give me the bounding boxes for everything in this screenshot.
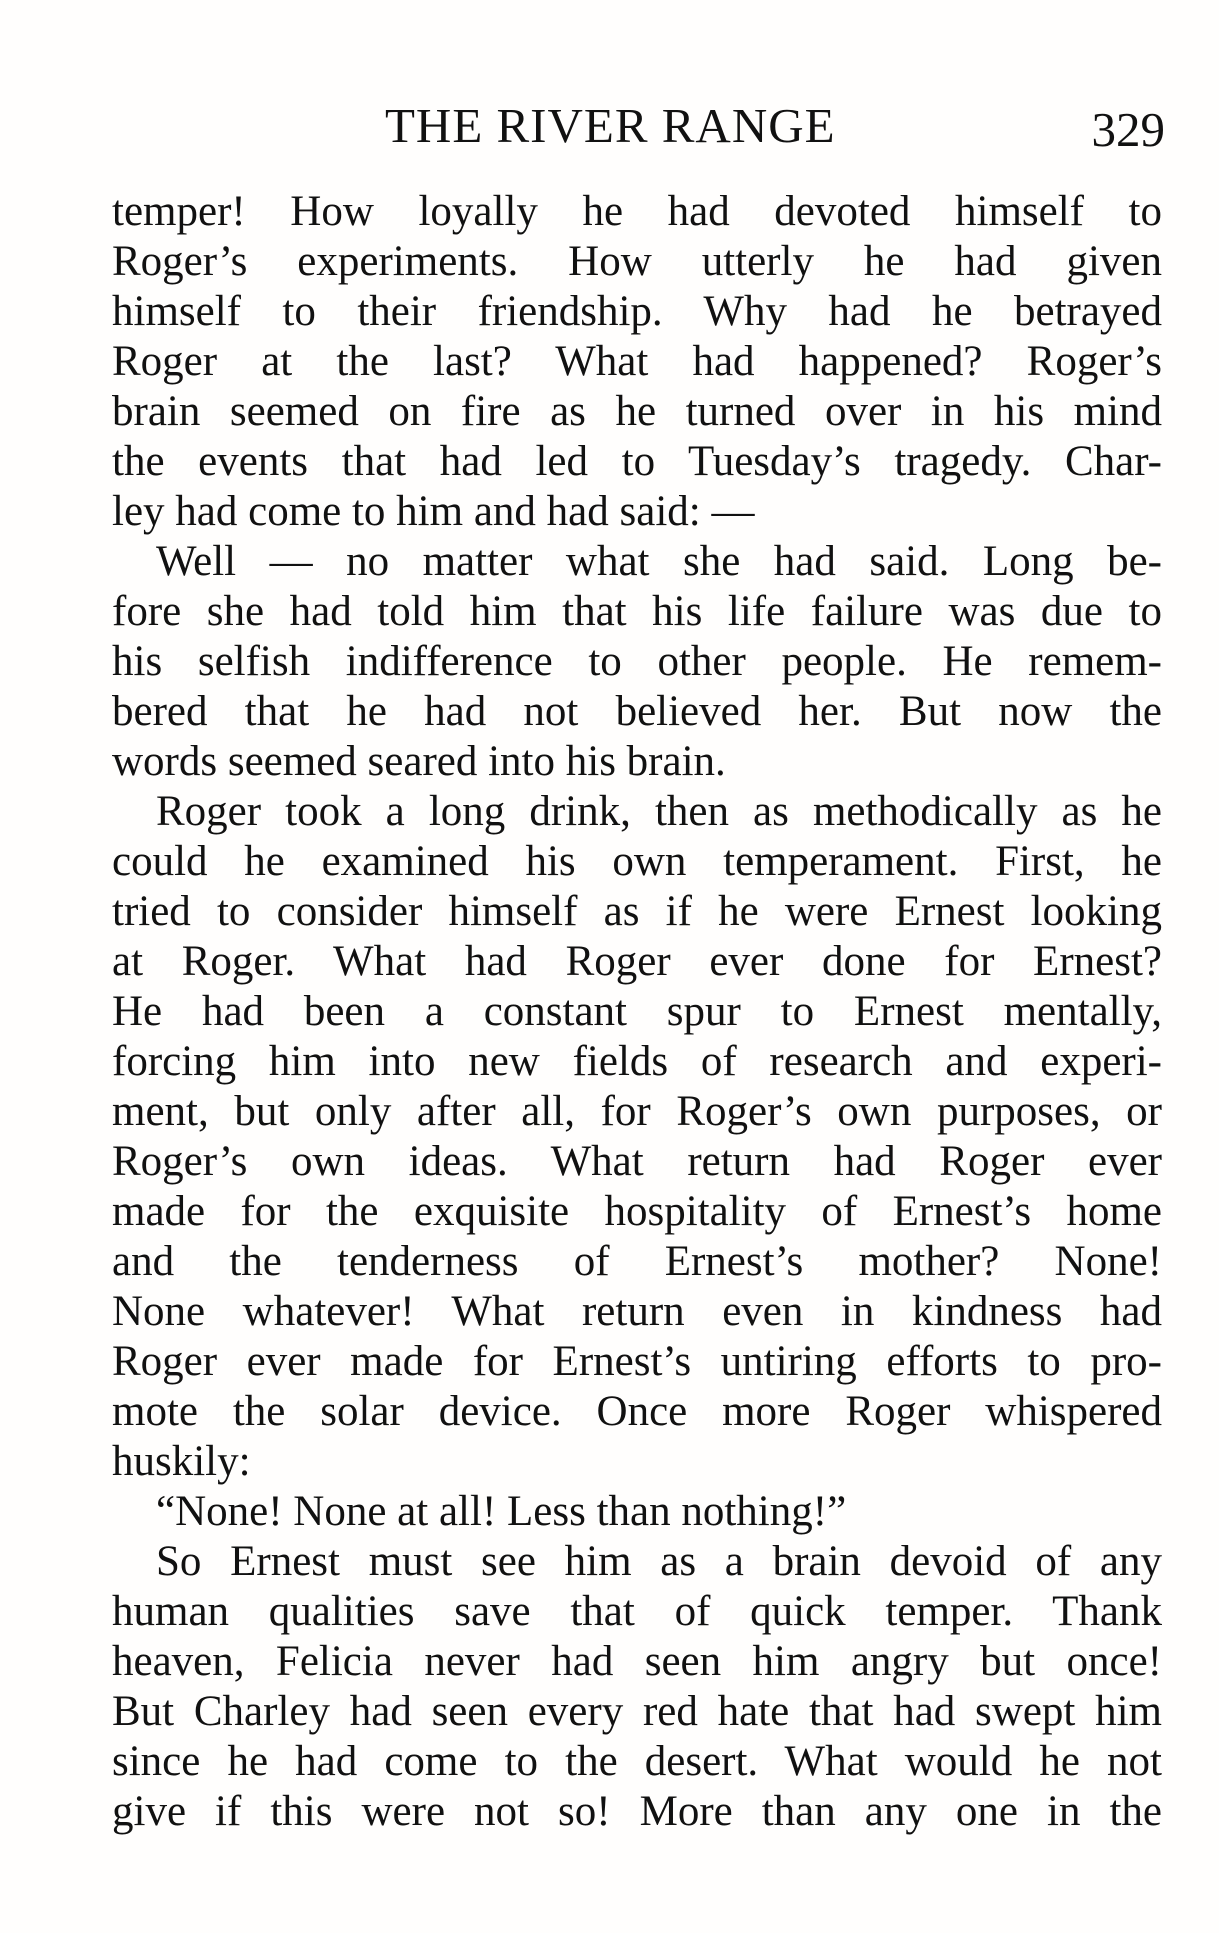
text-line: forcing him into new fields of research and experi- bbox=[112, 1038, 1162, 1085]
text-line: his selfish indifference to other people. He remem- bbox=[112, 638, 1162, 685]
text-line: the events that had led to Tuesday’s tragedy. Char- bbox=[112, 438, 1162, 485]
text-line: words seemed seared into his brain. bbox=[112, 738, 726, 785]
text-line: himself to their friendship. Why had he betrayed bbox=[112, 288, 1162, 335]
running-head bbox=[115, 96, 1165, 156]
paragraph-first-line: So Ernest must see him as a brain devoid of any bbox=[156, 1538, 1162, 1585]
paragraph-first-line: Well — no matter what she had said. Long be- bbox=[156, 538, 1162, 585]
text-line: bered that he had not believed her. But now the bbox=[112, 688, 1162, 735]
text-line: temper! How loyally he had devoted himself to bbox=[112, 188, 1162, 235]
text-line: made for the exquisite hospitality of Ernest’s home bbox=[112, 1188, 1162, 1235]
body-text bbox=[112, 187, 1162, 1837]
text-line: at Roger. What had Roger ever done for Ernest? bbox=[112, 938, 1162, 985]
text-line: since he had come to the desert. What would he not bbox=[112, 1738, 1162, 1785]
text-line: ment, but only after all, for Roger’s own purposes, or bbox=[112, 1088, 1162, 1135]
paragraph-first-line: Roger took a long drink, then as methodically as he bbox=[156, 788, 1162, 835]
text-line: Roger’s experiments. How utterly he had given bbox=[112, 238, 1162, 285]
text-line: fore she had told him that his life failure was due to bbox=[112, 588, 1162, 635]
text-line: huskily: bbox=[112, 1438, 251, 1485]
text-line: Roger at the last? What had happened? Roger’s bbox=[112, 338, 1162, 385]
text-line: Roger’s own ideas. What return had Roger ever bbox=[112, 1138, 1162, 1185]
text-line: and the tenderness of Ernest’s mother? None! bbox=[112, 1238, 1162, 1285]
page-number: 329 bbox=[1091, 102, 1165, 157]
text-line: brain seemed on fire as he turned over in his mind bbox=[112, 388, 1162, 435]
text-line: tried to consider himself as if he were Ernest looking bbox=[112, 888, 1162, 935]
dialogue-line: “None! None at all! Less than nothing!” bbox=[156, 1488, 847, 1535]
text-line: ley had come to him and had said: — bbox=[112, 488, 755, 535]
text-line: But Charley had seen every red hate that had swept him bbox=[112, 1688, 1162, 1735]
running-head-title: THE RIVER RANGE bbox=[385, 98, 836, 153]
text-line: He had been a constant spur to Ernest mentally, bbox=[112, 988, 1162, 1035]
text-line: Roger ever made for Ernest’s untiring efforts to pro- bbox=[112, 1338, 1162, 1385]
text-line: human qualities save that of quick temper. Thank bbox=[112, 1588, 1162, 1635]
text-line: give if this were not so! More than any one in the bbox=[112, 1788, 1162, 1835]
text-line: heaven, Felicia never had seen him angry but once! bbox=[112, 1638, 1162, 1685]
text-line: mote the solar device. Once more Roger whispered bbox=[112, 1388, 1162, 1435]
text-line: None whatever! What return even in kindness had bbox=[112, 1288, 1162, 1335]
text-line: could he examined his own temperament. First, he bbox=[112, 838, 1162, 885]
